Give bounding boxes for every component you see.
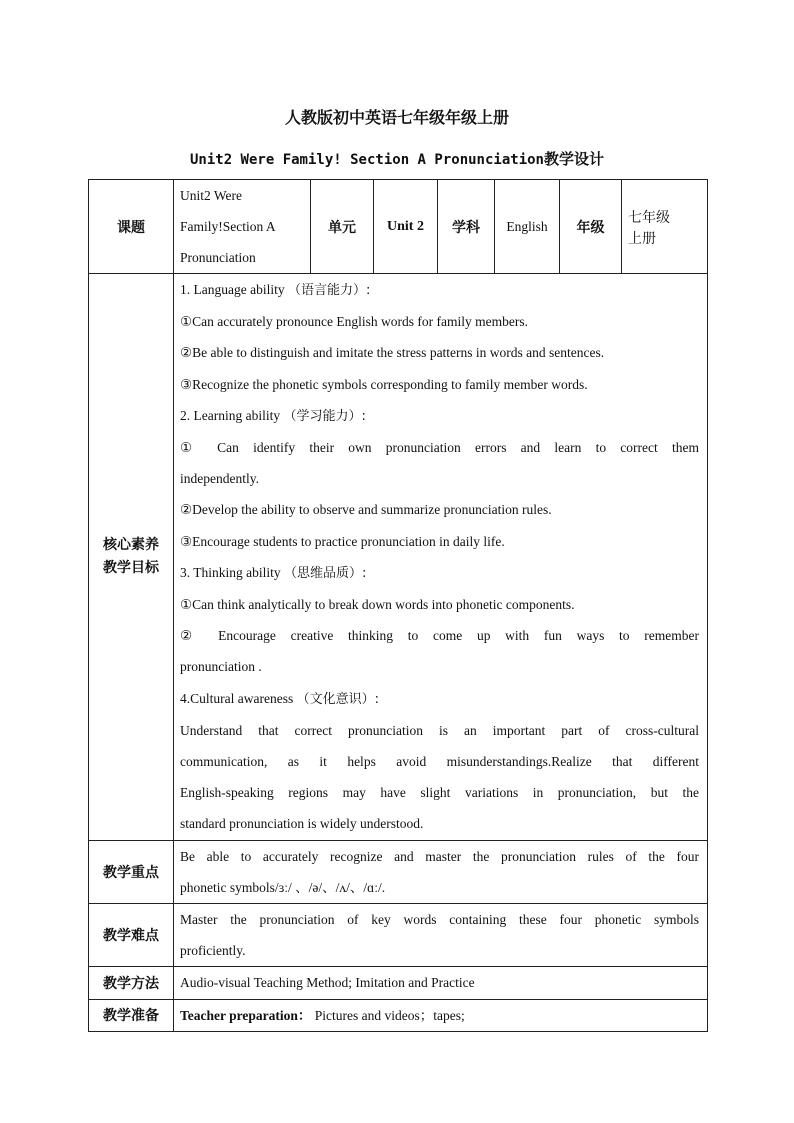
list-item: ①Can accurately pronounce English words for family members. xyxy=(180,314,529,330)
difficulties-content xyxy=(174,904,708,967)
preparation-value xyxy=(180,1000,699,1031)
preparation-content xyxy=(174,999,708,1031)
topic-line: Pronunciation xyxy=(180,250,256,265)
list-item: ② Encourage creative thinking to come up with fun ways to remember xyxy=(180,628,699,644)
preparation-text: Pictures and videos；tapes; xyxy=(311,1007,465,1023)
paragraph-line: Be able to accurately recognize and master the pronunciation rules of the four xyxy=(180,848,699,864)
header-row xyxy=(89,180,708,274)
grade-line: 七年级 xyxy=(628,210,670,226)
section-thinking-heading: 3. Thinking ability （思维品质）: xyxy=(180,564,367,581)
topic-line: Unit2 Were xyxy=(180,188,243,203)
difficulties-row xyxy=(89,904,708,967)
paragraph-line: proficiently. xyxy=(180,943,246,959)
methods-value: Audio-visual Teaching Method; Imitation and Practice xyxy=(180,975,475,991)
preparation-row xyxy=(89,999,708,1031)
paragraph-line: phonetic symbols/ɜː/ 、/ə/、/ʌ/、/ɑː/. xyxy=(180,879,386,895)
list-item: ②Be able to distinguish and imitate the stress patterns in words and sentences. xyxy=(180,345,605,361)
key-points-row xyxy=(89,840,708,903)
section-language-heading: 1. Language ability （语言能力）: xyxy=(180,282,371,298)
topic-value xyxy=(174,180,311,274)
preparation-label: 教学准备 xyxy=(89,999,174,1031)
document-subtitle xyxy=(0,148,794,169)
section-learning-heading: 2. Learning ability （学习能力）: xyxy=(180,407,366,424)
paragraph-line: Master the pronunciation of key words containing these four phonetic symbols xyxy=(180,912,699,928)
objectives-label-line: 核心素养 xyxy=(103,536,159,553)
lesson-plan-table xyxy=(88,179,708,1032)
list-item: ① Can identify their own pronunciation errors and learn to correct them xyxy=(180,440,699,456)
objectives-content xyxy=(174,274,708,841)
preparation-head: Teacher preparation： xyxy=(180,1007,312,1023)
paragraph-line: English-speaking regions may have slight variations in pronunciation, but the xyxy=(180,785,699,801)
difficulties-label: 教学难点 xyxy=(89,904,174,967)
grade-line: 上册 xyxy=(628,231,656,247)
list-item: ③Recognize the phonetic symbols corresponding to family member words. xyxy=(180,376,588,392)
grade-label: 年级 xyxy=(560,180,622,274)
grade-value xyxy=(622,180,708,274)
list-item: ③Encourage students to practice pronunciation in daily life. xyxy=(180,533,505,549)
paragraph-line: communication, as it helps avoid misunderstandings.Realize that different xyxy=(180,754,699,770)
list-item-continuation: pronunciation . xyxy=(180,659,262,675)
unit-label: 单元 xyxy=(311,180,374,274)
topic-line: Family!Section A xyxy=(180,219,276,234)
document-title: 人教版初中英语七年级年级上册 xyxy=(284,108,509,127)
objectives-row xyxy=(89,274,708,841)
subject-value: English xyxy=(495,180,560,274)
topic-label: 课题 xyxy=(89,180,174,274)
list-item-continuation: independently. xyxy=(180,471,259,487)
paragraph-line: Understand that correct pronunciation is an important part of cross-cultural xyxy=(180,722,699,738)
unit-value: Unit 2 xyxy=(374,180,438,274)
paragraph-line: standard pronunciation is widely understood. xyxy=(180,816,424,832)
section-cultural-heading: 4.Cultural awareness （文化意识）: xyxy=(180,690,379,707)
list-item: ②Develop the ability to observe and summarize pronunciation rules. xyxy=(180,502,552,518)
key-points-content xyxy=(174,840,708,903)
subject-label: 学科 xyxy=(438,180,495,274)
subtitle-chinese: 教学设计 xyxy=(544,150,605,168)
subtitle-english: Unit2 Were Family! Section A Pronunciation xyxy=(189,152,544,168)
methods-label: 教学方法 xyxy=(89,967,174,999)
objectives-label xyxy=(89,274,174,841)
key-points-label: 教学重点 xyxy=(89,840,174,903)
methods-row xyxy=(89,967,708,999)
objectives-label-line: 教学目标 xyxy=(103,559,159,576)
methods-content xyxy=(174,967,708,999)
list-item: ①Can think analytically to break down words into phonetic components. xyxy=(180,597,575,613)
